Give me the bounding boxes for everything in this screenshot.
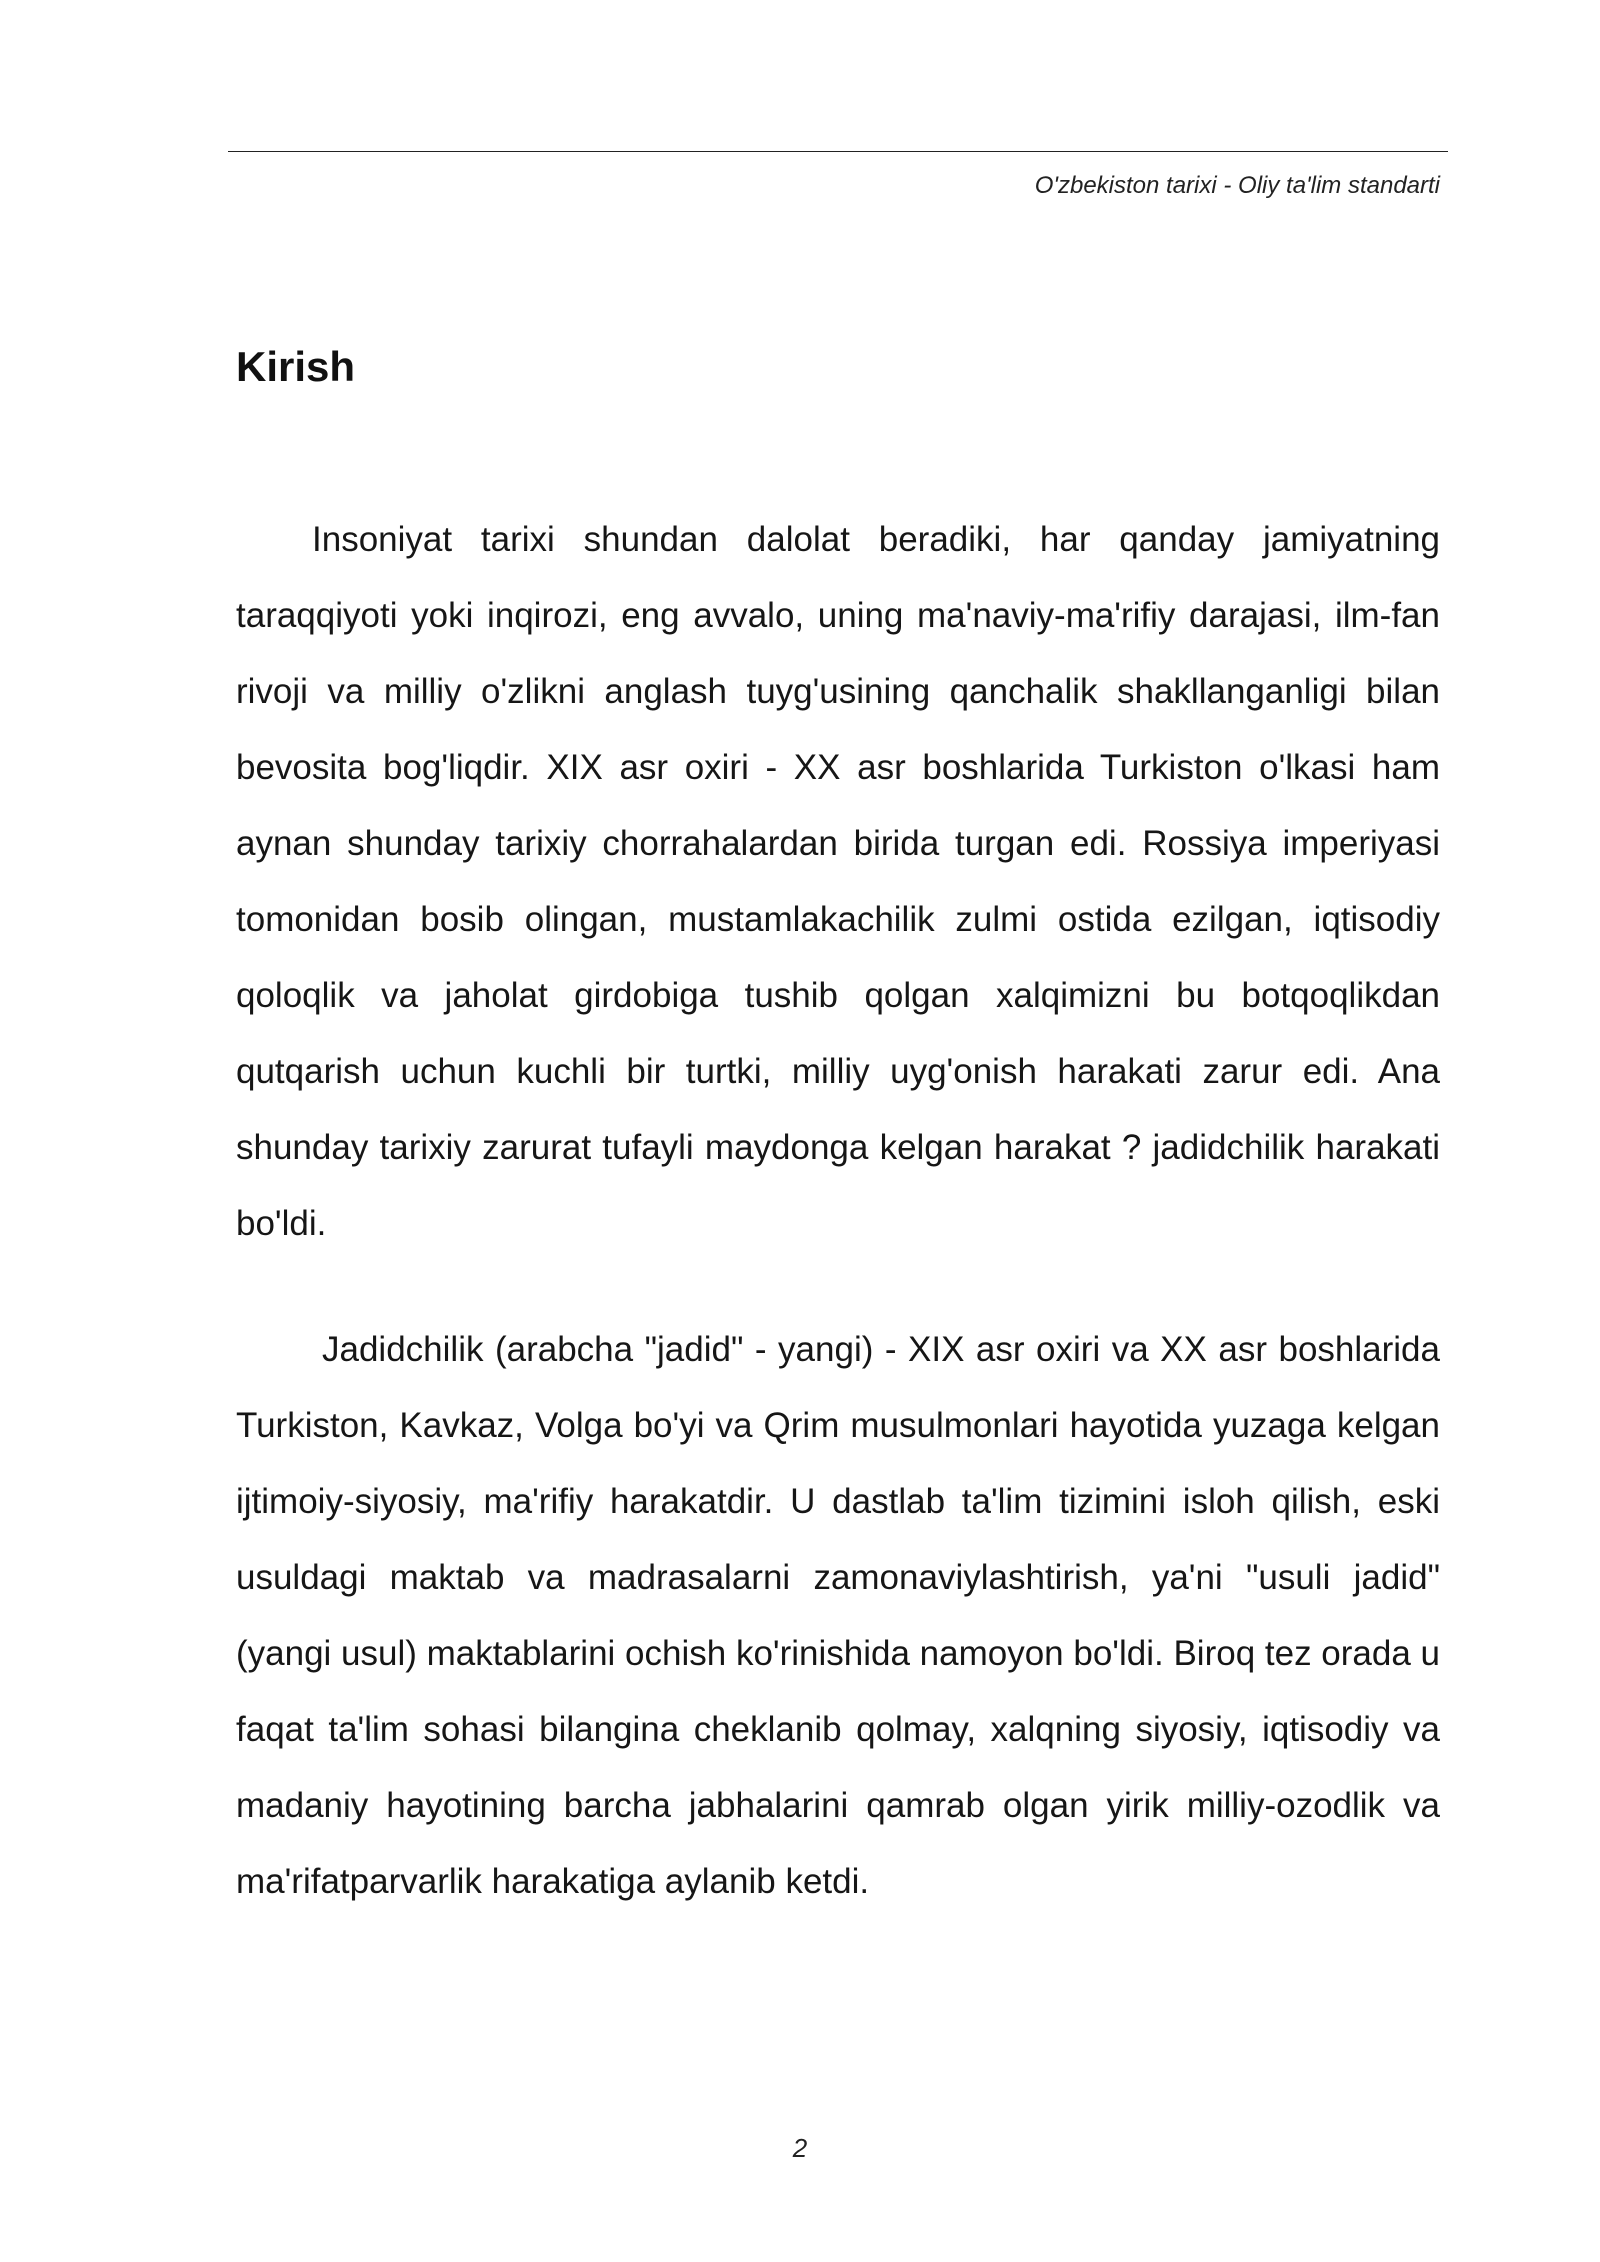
chapter-title: Kirish xyxy=(236,343,356,390)
body-paragraph-1: Insoniyat tarixi shundan dalolat beradiki, har qanday jamiyatning taraqqiyoti yoki inqirozi, eng avvalo, uning ma'naviy-ma'rifiy darajasi, ilm-fan rivoji va milliy o'zlikni anglash tuyg'usining qanchalik shakllanganligi bilan bevosita bog'liqdir. XIX asr oxiri - XX asr boshlarida Turkiston o'lkasi ham aynan shunday tarixiy chorrahalardan birida turgan edi. Rossiya imperiyasi tomonidan bosib olingan, mustamlakachilik zulmi ostida ezilgan, iqtisodiy qoloqlik va jaholat girdobiga tushib qolgan xalqimizni bu botqoqlikdan qutqarish uchun kuchli bir turtki, milliy uyg'onish harakati zarur edi. Ana shunday tarixiy zarurat tufayli maydonga kelgan harakat ? jadidchilik harakati bo'ldi. xyxy=(236,520,1440,1243)
page-number: 2 xyxy=(792,2133,808,2163)
body-paragraph-2: Jadidchilik (arabcha "jadid" - yangi) - XIX asr oxiri va XX asr boshlarida Turkiston, Kavkaz, Volga bo'yi va Qrim musulmonlari hayotida yuzaga kelgan ijtimoiy-siyosiy, ma'rifiy harakatdir. U dastlab ta'lim tizimini isloh qilish, eski usuldagi maktab va madrasalarni zamonaviylashtirish, ya'ni "usuli jadid" (yangi usul) maktablarini ochish ko'rinishida namoyon bo'ldi. Biroq tez orada u faqat ta'lim sohasi bilangina cheklanib qolmay, xalqning siyosiy, iqtisodiy va madaniy hayotining barcha jabhalarini qamrab olgan yirik milliy-ozodlik va ma'rifatparvarlik harakatiga aylanib ketdi. xyxy=(236,1330,1440,1901)
header-rule xyxy=(228,151,1448,152)
running-header: O'zbekiston tarixi - Oliy ta'lim standarti xyxy=(1034,172,1440,199)
